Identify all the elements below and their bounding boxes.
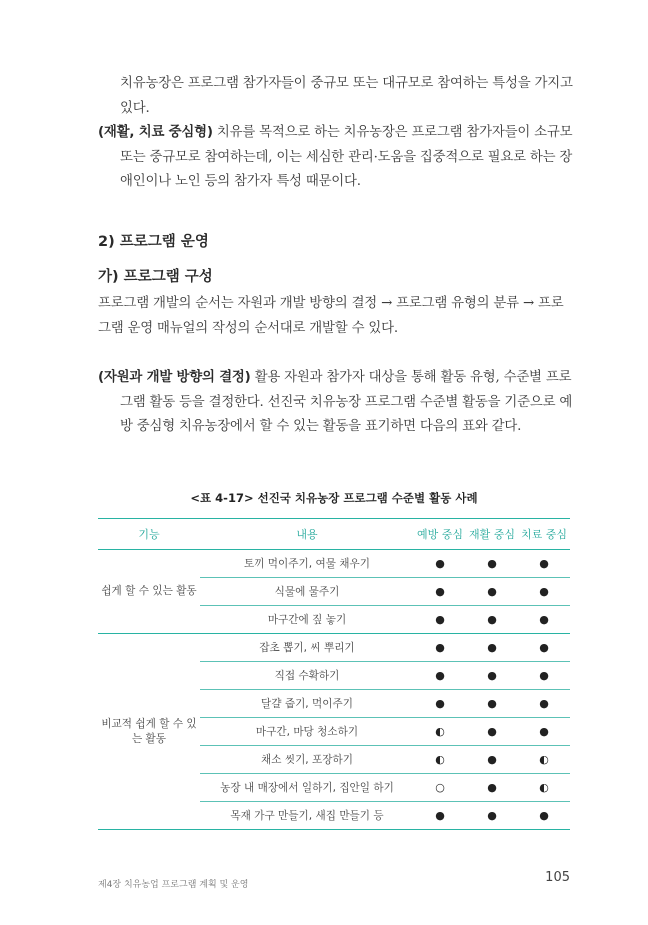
prevention-mark: ● [414, 802, 466, 830]
activity-cell: 채소 씻기, 포장하기 [200, 746, 414, 774]
rehab-mark: ● [466, 550, 518, 578]
treatment-mark: ● [518, 550, 570, 578]
prevention-mark: ● [414, 578, 466, 606]
activity-table [98, 518, 570, 830]
activity-cell: 농장 내 매장에서 일하기, 집안일 하기 [200, 774, 414, 802]
treatment-mark: ● [518, 634, 570, 662]
header-function: 기능 [98, 519, 200, 550]
prevention-mark: ● [414, 690, 466, 718]
rehab-mark: ● [466, 578, 518, 606]
treatment-mark: ● [518, 578, 570, 606]
group-label: 쉽게 할 수 있는 활동 [98, 550, 200, 634]
prevention-mark: ● [414, 634, 466, 662]
rehab-mark: ● [466, 634, 518, 662]
prevention-mark: ● [414, 550, 466, 578]
section-title: 2) 프로그램 운영 [98, 234, 209, 250]
rehab-mark: ● [466, 774, 518, 802]
rehab-mark: ● [466, 718, 518, 746]
table-row [98, 634, 570, 662]
rehab-mark: ● [466, 662, 518, 690]
intro-text: 치유농장은 프로그램 참가자들이 중규모 또는 대규모로 참여하는 특성을 가지고 있다. [120, 76, 573, 116]
activity-cell: 마구간, 마당 청소하기 [200, 718, 414, 746]
rehab-mark: ● [466, 802, 518, 830]
resource-label: (자원과 개발 방향의 결정) [98, 370, 251, 385]
prevention-mark: ● [414, 606, 466, 634]
table-row [98, 550, 570, 578]
resource-paragraph [98, 366, 575, 440]
treatment-mark: ● [518, 662, 570, 690]
prevention-mark: ◐ [414, 718, 466, 746]
sequence-text: 프로그램 개발의 순서는 자원과 개발 방향의 결정 → 프로그램 유형의 분류 → 프로그램 운영 매뉴얼의 작성의 순서대로 개발할 수 있다. [98, 296, 564, 336]
intro-paragraph [120, 72, 575, 121]
treatment-mark: ● [518, 606, 570, 634]
prevention-mark: ● [414, 662, 466, 690]
activity-cell: 달걀 줍기, 먹이주기 [200, 690, 414, 718]
treatment-mark: ● [518, 718, 570, 746]
header-treatment: 치료 중심 [518, 519, 570, 550]
rehab-mark: ● [466, 606, 518, 634]
activity-cell: 잡초 뽑기, 씨 뿌리기 [200, 634, 414, 662]
treatment-mark: ● [518, 802, 570, 830]
activity-cell: 목재 가구 만들기, 새집 만들기 등 [200, 802, 414, 830]
header-rehab: 재활 중심 [466, 519, 518, 550]
activity-cell: 마구간에 짚 놓기 [200, 606, 414, 634]
rehab-text: 치유를 목적으로 하는 치유농장은 프로그램 참가자들이 소규모 또는 중규모로 참여하는데, 이는 세심한 관리·도움을 집중적으로 필요로 하는 장애인이나 노인 등의 참가자 특성 때문이다. [120, 125, 573, 189]
activity-cell: 식물에 물주기 [200, 578, 414, 606]
header-content: 내용 [200, 519, 414, 550]
header-prevention: 예방 중심 [414, 519, 466, 550]
group-label: 비교적 쉽게 할 수 있는 활동 [98, 634, 200, 830]
rehab-mark: ● [466, 690, 518, 718]
prevention-mark: ◐ [414, 746, 466, 774]
rehab-mark: ● [466, 746, 518, 774]
activity-cell: 토끼 먹이주기, 여물 채우기 [200, 550, 414, 578]
prevention-mark: ○ [414, 774, 466, 802]
treatment-mark: ● [518, 690, 570, 718]
rehab-paragraph [98, 121, 575, 195]
page-number: 105 [545, 870, 570, 885]
sequence-paragraph [98, 292, 575, 341]
activity-cell: 직접 수확하기 [200, 662, 414, 690]
table-caption: <표 4-17> 선진국 치유농장 프로그램 수준별 활동 사례 [190, 491, 478, 505]
subsection-title: 가) 프로그램 구성 [98, 269, 213, 285]
treatment-mark: ◐ [518, 746, 570, 774]
footer-chapter: 제4장 치유농업 프로그램 계획 및 운영 [98, 880, 249, 890]
table-header-row [98, 519, 570, 550]
resource-text: 활용 자원과 참가자 대상을 통해 활동 유형, 수준별 프로그램 활동 등을 결정한다. 선진국 치유농장 프로그램 수준별 활동을 기준으로 예방 중심형 치유농장에서 할 수 있는 활동을 표기하면 다음의 표와 같다. [120, 370, 573, 434]
treatment-mark: ◐ [518, 774, 570, 802]
rehab-label: (재활, 치료 중심형) [98, 125, 213, 140]
